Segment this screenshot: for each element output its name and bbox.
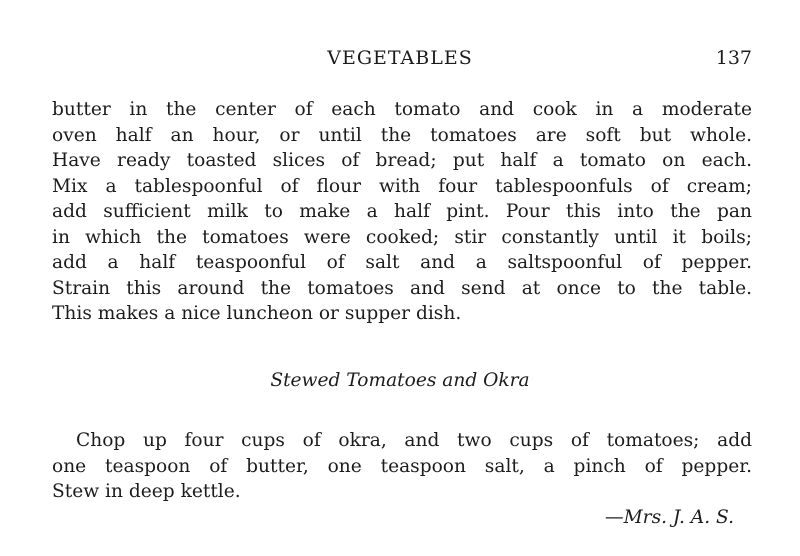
text-line: butter in the center of each tomato and cook in a moderate — [52, 99, 752, 120]
text-line: This makes a nice luncheon or supper dish. — [52, 303, 462, 324]
text-line: Mix a tablespoonful of flour with four tablespoonfuls of cream; — [52, 175, 752, 197]
text-line: oven half an hour, or until the tomatoes are soft but whole. — [52, 124, 752, 146]
paragraph-continued — [52, 97, 752, 327]
text-line: Strain this around the tomatoes and send at once to the table. — [52, 277, 752, 299]
page-number: 137 — [715, 47, 752, 69]
text-line: Have ready toasted slices of bread; put half a tomato on each. — [52, 150, 752, 171]
text-line: add a half teaspoonful of salt and a saltspoonful of pepper. — [52, 252, 752, 273]
page-header — [0, 47, 800, 73]
text-line: Stew in deep kettle. — [52, 481, 241, 502]
recipe-title: Stewed Tomatoes and Okra — [270, 370, 530, 391]
text-line: Chop up four cups of okra, and two cups of tomatoes; add — [76, 430, 752, 451]
text-line: add sufficient milk to make a half pint. Pour this into the pan — [52, 201, 752, 222]
recipe-paragraph — [52, 428, 752, 505]
recipe-signature: —Mrs. J. A. S. — [605, 507, 734, 528]
text-line: in which the tomatoes were cooked; stir constantly until it boils; — [52, 226, 752, 248]
running-title: VEGETABLES — [327, 47, 473, 69]
text-line: one teaspoon of butter, one teaspoon salt, a pinch of pepper. — [52, 455, 752, 477]
